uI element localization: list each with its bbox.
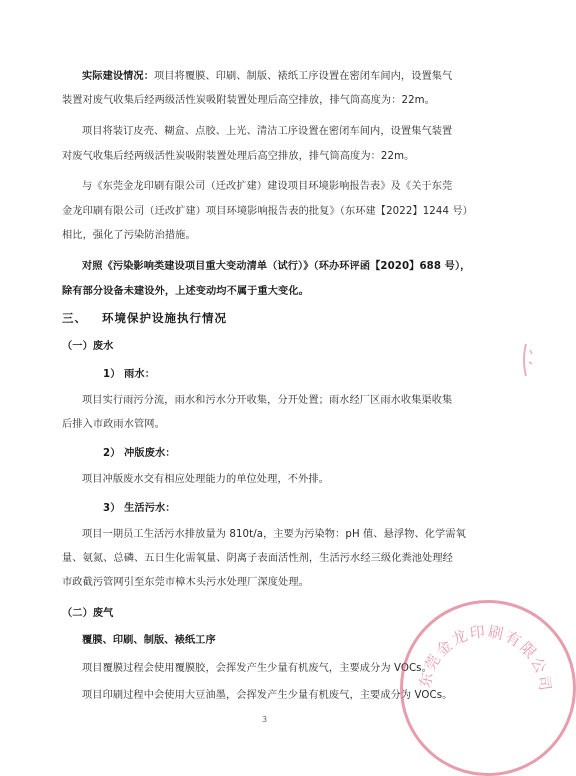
text-line: 对废气收集后经两级活性炭吸附装置处理后高空排放，排气筒高度为：22m。 <box>62 151 415 162</box>
text-line: 项目将覆膜、印刷、制版、裱纸工序设置在密闭车间内，设置集气 <box>154 71 453 82</box>
text-line: 与《东莞金龙印刷有限公司（迁改扩建）建设项目环境影响报告表》及《关于东莞 <box>82 181 453 192</box>
paragraph-actual-construction <box>82 70 452 84</box>
text-line-bold: 对照《污染影响类建设项目重大变动清单（试行）》（环办环评函【2020】688 号）， <box>82 261 471 272</box>
text-line: 相比，强化了污染防治措施。 <box>62 230 196 241</box>
subsection-heading-wastewater: （一）废水 <box>62 341 114 352</box>
text-line: 装置对废气收集后经两级活性炭吸附装置处理后高空排放，排气筒高度为：22m。 <box>62 95 435 106</box>
text-line: 项目覆膜过程会使用覆膜胶，会挥发产生少量有机废气，主要成分为 VOCs。 <box>82 663 432 674</box>
text-line: 项目将装订皮壳、糊盒、点胶、上光、清洁工序设置在密闭车间内，设置集气装置 <box>82 126 453 137</box>
text-line: 后排入市政雨水管网。 <box>62 419 165 430</box>
text-line: 项目一期员工生活污水排放量为 810t/a，主要为污染物：pH 值、悬浮物、化学需氧 <box>82 529 466 540</box>
item-heading-rainwater: 1） 雨水： <box>103 369 155 380</box>
edge-seal-fragment <box>514 340 534 380</box>
item-heading-domestic-sewage: 3） 生活污水： <box>103 503 176 514</box>
text-line: 金龙印刷有限公司（迁改扩建）项目环境影响报告表的批复》（东环建【2022】1244 号） <box>62 206 473 217</box>
section-heading <box>62 311 227 325</box>
section-number: 三、 <box>62 311 87 325</box>
text-line: 项目印刷过程中会使用大豆油墨，会挥发产生少量有机废气，主要成分为 VOCs。 <box>82 690 453 701</box>
section-title: 环境保护设施执行情况 <box>102 311 228 325</box>
text-line: 量、氨氮、总磷、五日生化需氧量、阴离子表面活性剂，生活污水经三级化粪池处理经 <box>62 553 453 564</box>
svg-text:东莞金龙印刷有限公司 <box>416 622 555 693</box>
seal-text: 东莞金龙印刷有限公司 <box>415 622 555 694</box>
company-seal-stamp <box>400 600 576 776</box>
text-line: 市政截污管网引至东莞市樟木头污水处理厂深度处理。 <box>62 577 309 588</box>
text-line-bold: 除有部分设备未建设外，上述变动均不属于重大变化。 <box>62 286 309 297</box>
subsection-heading-waste-gas: （二）废气 <box>62 608 114 619</box>
text-line: 项目实行雨污分流，雨水和污水分开收集，分开处置；雨水经厂区雨水收集渠收集 <box>82 395 453 406</box>
item-heading-plate-wastewater: 2） 冲版废水： <box>103 448 176 459</box>
process-subheading: 覆膜、印刷、制版、裱纸工序 <box>82 635 216 646</box>
actual-construction-label: 实际建设情况： <box>82 71 155 82</box>
text-line: 项目冲版废水交有相应处理能力的单位处理，不外排。 <box>82 474 329 485</box>
page-number: 3 <box>262 715 268 724</box>
